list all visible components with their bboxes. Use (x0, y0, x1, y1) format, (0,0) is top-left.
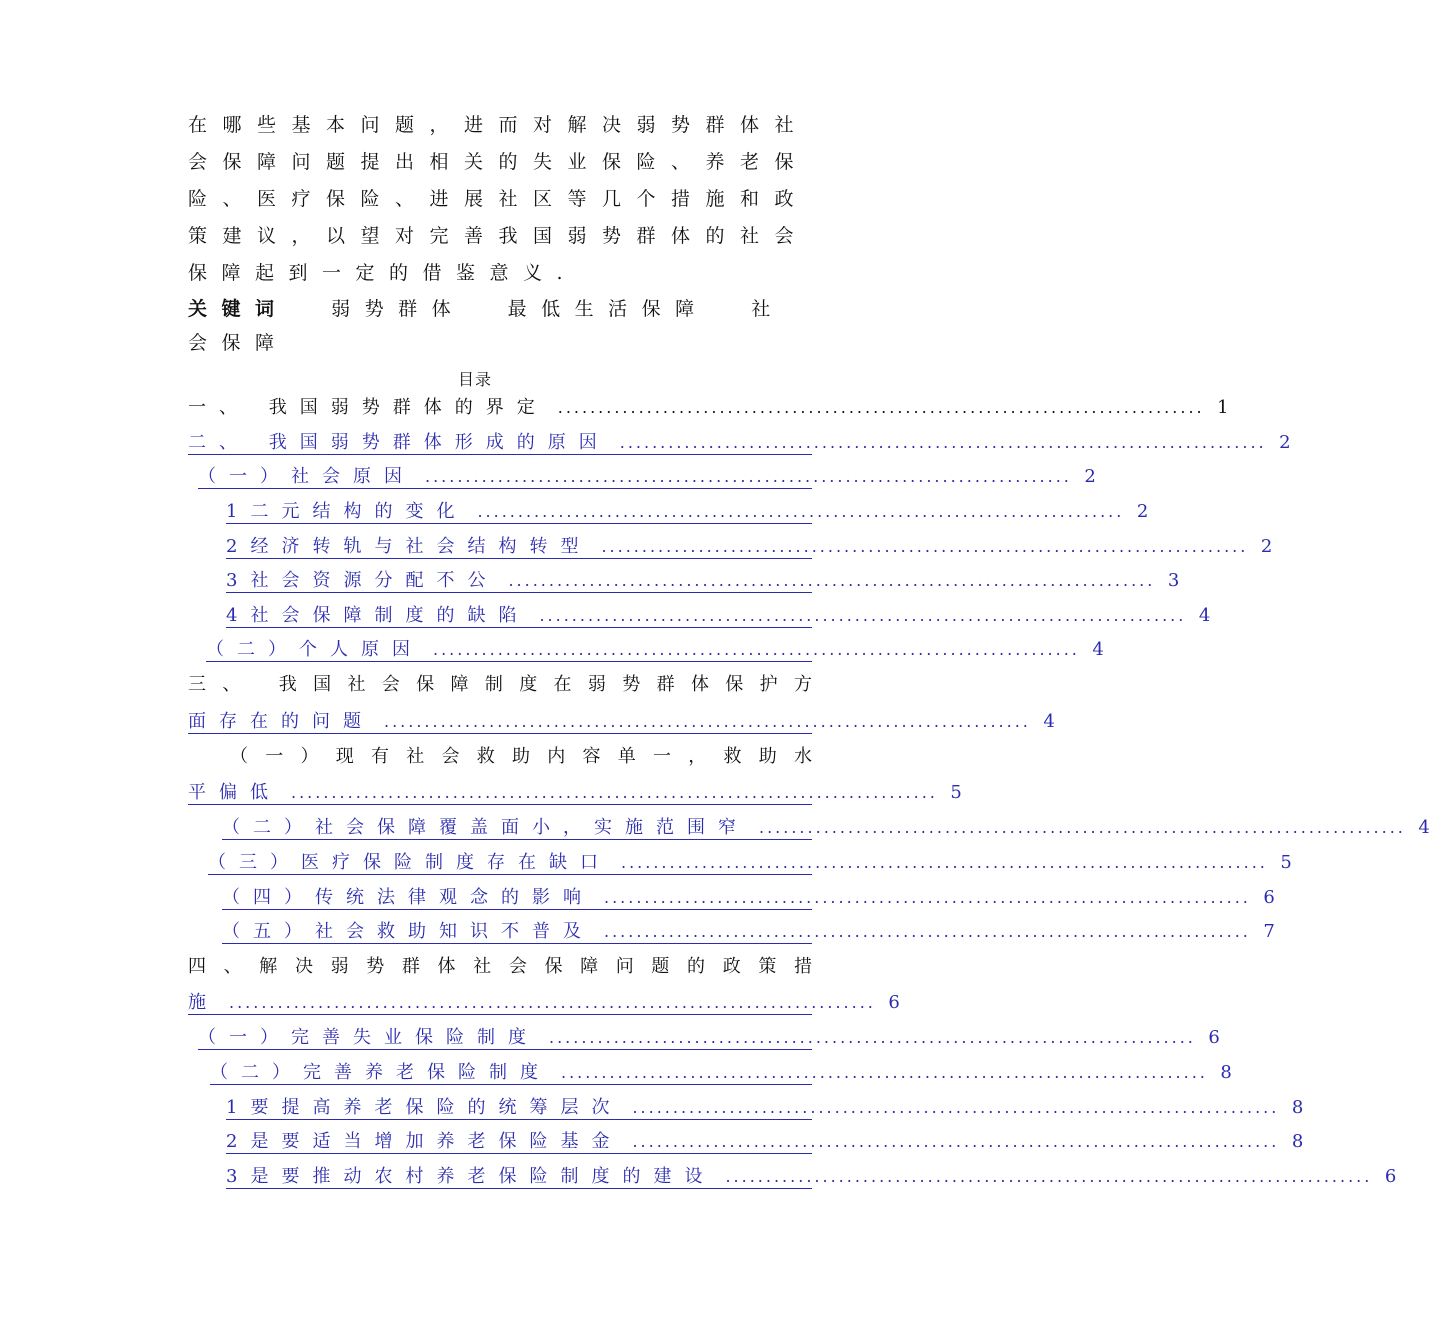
toc-dot-leader: ................................................................................ (384, 712, 1031, 731)
toc-page-number: 8 (1220, 1062, 1232, 1083)
toc-link[interactable] (222, 875, 1275, 910)
toc-link[interactable] (198, 454, 1096, 489)
toc-page-number: 6 (1208, 1027, 1220, 1048)
toc-page-number: 5 (1280, 852, 1292, 873)
toc-page-number: 6 (888, 992, 900, 1013)
toc-entry (188, 662, 812, 696)
toc-link[interactable] (226, 1154, 1397, 1189)
toc-page-number: 2 (1279, 432, 1291, 453)
toc-dot-leader: ................................................................................ (759, 818, 1406, 837)
toc-entry-title: 4社会保障制度的缺陷 (226, 605, 530, 626)
toc-page-number: 7 (1263, 921, 1275, 942)
toc-entry-title: 二、 我国弱势群体形成的原因 (188, 432, 610, 453)
keywords-label: 关键词 (188, 298, 289, 320)
toc-dot-leader: ................................................................................ (477, 502, 1125, 521)
toc-entry-title: （二）完善养老保险制度 (210, 1062, 551, 1083)
toc-page-number: 5 (950, 782, 962, 803)
toc-dot-leader: ................................................................................ (621, 853, 1268, 872)
toc-dot-leader: ................................................................................ (549, 1028, 1196, 1047)
toc-dot-leader: ................................................................................ (561, 1063, 1208, 1082)
toc-entry-title: 施 (188, 992, 219, 1013)
toc-page-number: 6 (1384, 1166, 1397, 1187)
toc-entry-title: 一、 我国弱势群体的界定 (188, 397, 548, 418)
toc-dot-leader: ................................................................................ (433, 640, 1080, 659)
toc-entry-title: （二）社会保障覆盖面小，实施范围窄 (222, 817, 749, 838)
toc-page-number: 1 (1217, 397, 1229, 418)
toc-entry-title: 3社会资源分配不公 (226, 570, 499, 591)
toc-entry (188, 944, 812, 978)
toc-page-number: 4 (1418, 817, 1430, 838)
toc-link[interactable] (188, 980, 900, 1015)
toc-dot-leader: ................................................................................ (291, 783, 938, 802)
toc-entry (188, 385, 1229, 419)
toc-link[interactable] (226, 524, 1273, 559)
toc-dot-leader: ................................................................................ (425, 467, 1072, 486)
keyword-item: 最低生活保障 (507, 298, 709, 320)
toc-link[interactable] (226, 1119, 1304, 1154)
toc-dot-leader: ................................................................................ (557, 398, 1205, 417)
toc-dot-leader: ................................................................................ (508, 571, 1156, 590)
toc-entry-title: 3是要推动农村养老保险制度的建设 (226, 1166, 716, 1187)
toc-link[interactable] (206, 627, 1104, 662)
toc-link[interactable] (226, 558, 1180, 593)
toc-entry-title: 2是要适当增加养老保险基金 (226, 1131, 623, 1152)
toc-link[interactable] (210, 1050, 1232, 1085)
keyword-item: 弱势群体 (331, 298, 466, 320)
toc-dot-leader: ................................................................................ (601, 537, 1249, 556)
keyword-item: 社会保障 (188, 298, 785, 354)
toc-entry-title: （五）社会救助知识不普及 (222, 921, 594, 942)
toc-link[interactable] (188, 770, 962, 805)
toc-entry-title: 1二元结构的变化 (226, 501, 468, 522)
toc-page-number: 3 (1167, 570, 1180, 591)
keywords-line (188, 292, 808, 360)
toc-page-number: 2 (1260, 536, 1273, 557)
toc-entry-title: 面存在的问题 (188, 711, 374, 732)
toc-link[interactable] (208, 840, 1292, 875)
toc-entry-title: 四、解决弱势群体社会保障问题的政策措 (188, 956, 812, 977)
toc-link[interactable] (226, 593, 1211, 628)
abstract-paragraph: 在哪些基本问题，进而对解决弱势群体社会保障问题提出相关的失业保险、养老保险、医疗保险、进展社区等几个措施和政策建议，以望对完善我国弱势群体的社会保障起到一定的借鉴意义. (188, 114, 808, 284)
toc-page-number: 4 (1092, 639, 1104, 660)
toc-page-number: 4 (1043, 711, 1055, 732)
toc-page-number: 6 (1263, 887, 1275, 908)
toc-page-number: 8 (1291, 1131, 1304, 1152)
toc-entry-title: 三、 我国社会保障制度在弱势群体保护方 (188, 674, 812, 695)
toc-page-number: 2 (1136, 501, 1149, 522)
toc-page-number: 4 (1198, 605, 1211, 626)
toc-link[interactable] (226, 1085, 1304, 1120)
toc-link[interactable] (222, 909, 1275, 944)
toc-dot-leader: ................................................................................ (604, 922, 1251, 941)
toc-dot-leader: ................................................................................ (619, 433, 1267, 452)
toc-entry-title: 2经济转轨与社会结构转型 (226, 536, 592, 557)
toc-entry-title: 1要提高养老保险的统筹层次 (226, 1097, 623, 1118)
toc-link[interactable] (226, 489, 1149, 524)
toc-entry-title: （一）现有社会救助内容单一，救助水 (230, 746, 812, 767)
toc-link[interactable] (188, 420, 1291, 455)
toc-link[interactable] (198, 1015, 1220, 1050)
toc-entry-title: （四）传统法律观念的影响 (222, 887, 594, 908)
toc-dot-leader: ................................................................................ (632, 1132, 1280, 1151)
toc-link[interactable] (188, 699, 1055, 734)
toc-page-number: 2 (1084, 466, 1096, 487)
toc-entry-title: 平偏低 (188, 782, 281, 803)
toc-dot-leader: ................................................................................ (229, 993, 876, 1012)
toc-dot-leader: ................................................................................ (632, 1098, 1280, 1117)
toc-page-number: 8 (1291, 1097, 1304, 1118)
toc-entry (230, 734, 812, 768)
toc-dot-leader: ................................................................................ (604, 888, 1251, 907)
toc-link[interactable] (222, 805, 1430, 840)
toc-entry-title: （二）个人原因 (206, 639, 423, 660)
toc-entry-title: （一）社会原因 (198, 466, 415, 487)
toc-dot-leader: ................................................................................ (725, 1167, 1373, 1186)
toc-dot-leader: ................................................................................ (539, 606, 1187, 625)
toc-entry-title: （三）医疗保险制度存在缺口 (208, 852, 611, 873)
toc-entry-title: （一）完善失业保险制度 (198, 1027, 539, 1048)
toc-title: 目录 (457, 370, 492, 389)
